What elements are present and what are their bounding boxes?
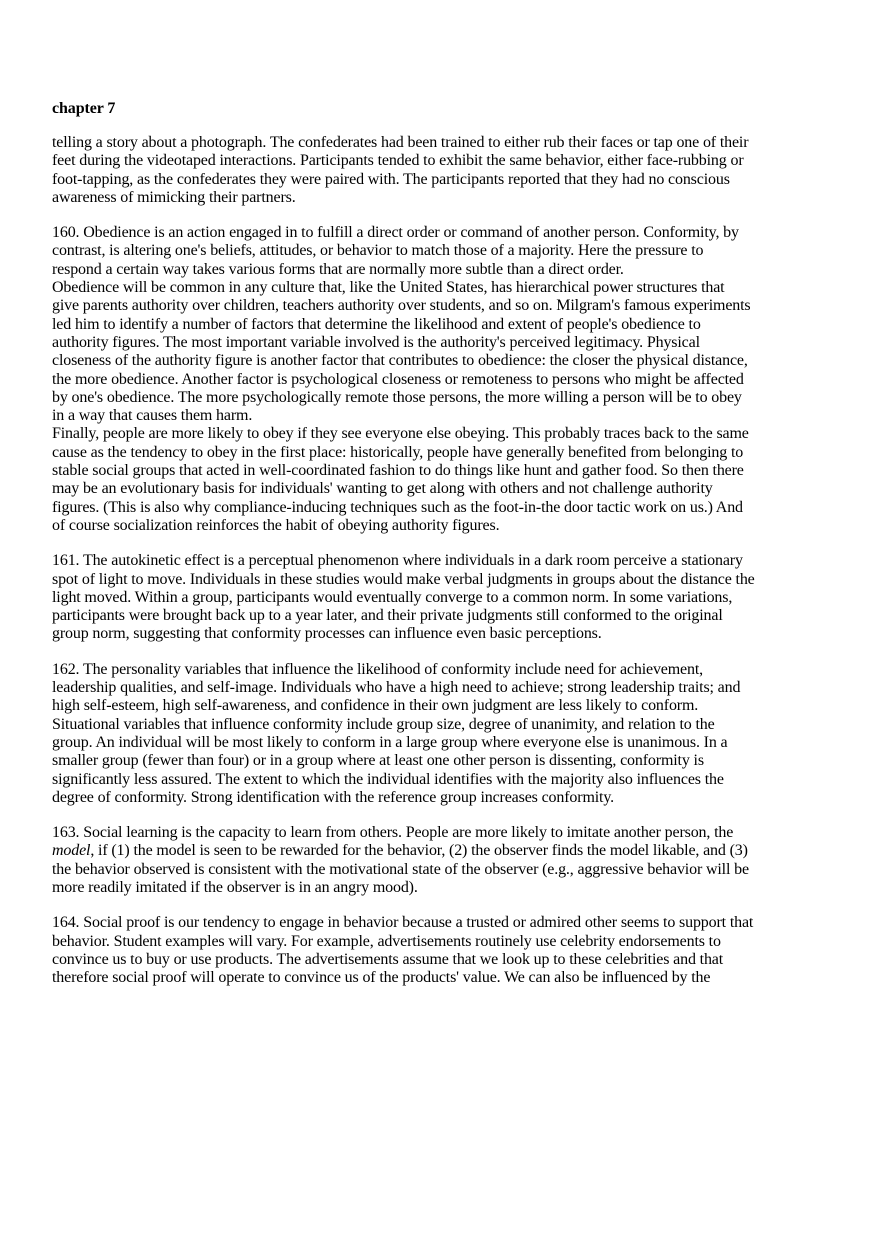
text-line: 161. The autokinetic effect is a perceptual phenomenon where individuals in a dark room perceive a stationary [52, 552, 743, 570]
text-line: led him to identify a number of factors that determine the likelihood and extent of people's obedience to [52, 315, 701, 333]
text-line: in a way that causes them harm. [52, 407, 253, 425]
text-line: Finally, people are more likely to obey if they see everyone else obeying. This probably traces back to the same [52, 425, 749, 443]
text-line: more readily imitated if the observer is in an angry mood). [52, 878, 418, 896]
text-line: spot of light to move. Individuals in these studies would make verbal judgments in groups about the distance the [52, 570, 755, 588]
text-line: therefore social proof will operate to convince us of the products' value. We can also be influenced by the [52, 969, 711, 987]
text-line: group. An individual will be most likely to conform in a large group where everyone else is unanimous. In a [52, 733, 728, 751]
text-line: of course socialization reinforces the habit of obeying authority figures. [52, 516, 500, 534]
text-line: degree of conformity. Strong identification with the reference group increases conformity. [52, 788, 614, 806]
paragraph-161 [52, 552, 842, 643]
text-line: respond a certain way takes various forms that are normally more subtle than a direct order. [52, 260, 624, 278]
text-line: awareness of mimicking their partners. [52, 188, 296, 206]
text-line: foot-tapping, as the confederates they were paired with. The participants reported that they had no conscious [52, 170, 730, 188]
text-line: telling a story about a photograph. The confederates had been trained to either rub their faces or tap one of their [52, 134, 749, 151]
text-line: the behavior observed is consistent with the motivational state of the observer (e.g., aggressive behavior will be [52, 860, 749, 878]
text-line: significantly less assured. The extent to which the individual identifies with the majority also influences the [52, 770, 724, 788]
text-line: 163. Social learning is the capacity to learn from others. People are more likely to imitate another person, the [52, 824, 734, 842]
text-line: group norm, suggesting that conformity processes can influence even basic perceptions. [52, 625, 602, 643]
text-line: by one's obedience. The more psychologically remote those persons, the more willing a person will be to obey [52, 388, 742, 406]
paragraph-160-definition [52, 224, 842, 279]
text-line: behavior. Student examples will vary. For example, advertisements routinely use celebrity endorsements to [52, 932, 721, 950]
text-line: Situational variables that influence conformity include group size, degree of unanimity, and relation to the [52, 715, 715, 733]
text-line: 164. Social proof is our tendency to engage in behavior because a trusted or admired other seems to support that [52, 914, 754, 932]
text-line: 160. Obedience is an action engaged in to fulfill a direct order or command of another person. Conformity, by [52, 224, 739, 242]
paragraph-163 [52, 824, 842, 897]
text-fragment: , if (1) the model is seen to be rewarded for the behavior, (2) the observer finds the model likable, and (3) [90, 842, 748, 860]
text-line: participants were brought back up to a year later, and their private judgments still conformed to the original [52, 607, 723, 625]
document-page [52, 100, 842, 1004]
paragraph-162 [52, 661, 842, 807]
paragraph-160-obedience-factors [52, 279, 842, 425]
text-line: authority figures. The most important variable involved is the authority's perceived legitimacy. Physical [52, 333, 700, 351]
text-line: high self-esteem, high self-awareness, and confidence in their own judgment are less likely to conform. [52, 697, 699, 715]
text-line: convince us to buy or use products. The advertisements assume that we look up to these celebrities and that [52, 950, 724, 968]
chapter-heading: chapter 7 [52, 100, 116, 117]
text-line: cause as the tendency to obey in the first place: historically, people have generally benefited from belonging to [52, 443, 744, 461]
text-line: figures. (This is also why compliance-inducing techniques such as the foot-in-the door tactic work on us.) And [52, 498, 743, 516]
text-line: may be an evolutionary basis for individuals' wanting to get along with others and not challenge authority [52, 480, 713, 498]
text-line: stable social groups that acted in well-coordinated fashion to do things like hunt and gather food. So then there [52, 462, 744, 480]
italic-term-model: model [52, 842, 91, 860]
text-line: contrast, is altering one's beliefs, attitudes, or behavior to match those of a majority. Here the pressure to [52, 242, 704, 260]
paragraph-continuation [52, 134, 842, 207]
paragraph-164 [52, 914, 842, 987]
text-line: 162. The personality variables that influence the likelihood of conformity include need for achievement, [52, 660, 703, 678]
text-line [52, 842, 842, 860]
text-line: feet during the videotaped interactions. Participants tended to exhibit the same behavior, either face-rubbing or [52, 152, 744, 170]
text-line: light moved. Within a group, participants would eventually converge to a common norm. In some variations, [52, 588, 733, 606]
text-line: smaller group (fewer than four) or in a group where at least one other person is dissenting, conformity is [52, 752, 704, 770]
text-line: leadership qualities, and self-image. Individuals who have a high need to achieve; strong leadership traits; and [52, 679, 741, 697]
text-line: Obedience will be common in any culture that, like the United States, has hierarchical power structures that [52, 279, 725, 297]
text-line: the more obedience. Another factor is psychological closeness or remoteness to persons who might be affected [52, 370, 744, 388]
text-line: give parents authority over children, teachers authority over students, and so on. Milgram's famous experiments [52, 297, 751, 315]
text-line: closeness of the authority figure is another factor that contributes to obedience: the closer the physical distance, [52, 352, 748, 370]
paragraph-160-finally [52, 425, 842, 535]
